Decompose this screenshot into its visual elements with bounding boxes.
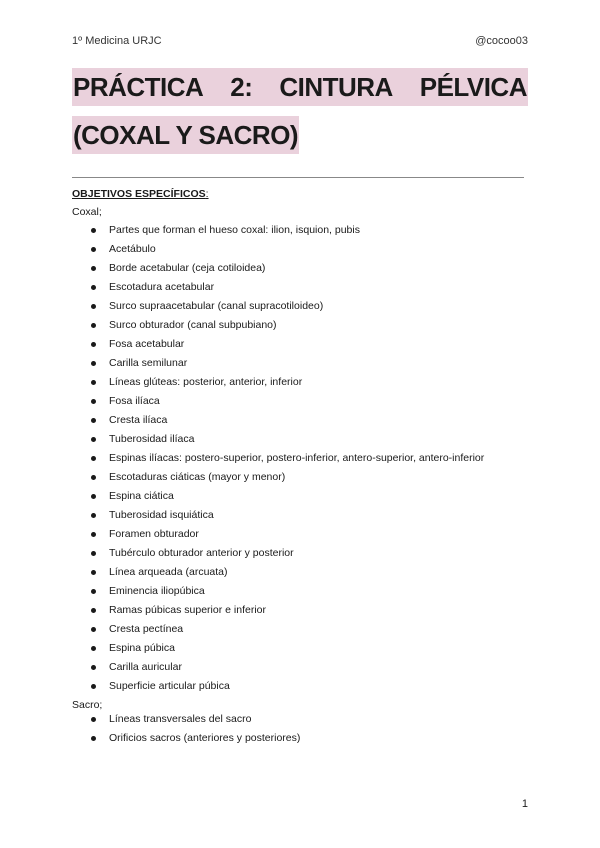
list-item <box>88 468 484 487</box>
sacro-label: Sacro; <box>72 699 103 711</box>
list-item <box>88 221 484 240</box>
header-author: @cocoo03 <box>475 35 528 47</box>
list-item <box>88 620 484 639</box>
bullet-icon <box>91 570 96 575</box>
list-item <box>88 525 484 544</box>
bullet-icon <box>91 285 96 290</box>
section-heading-colon: : <box>205 188 209 200</box>
bullet-icon <box>91 684 96 689</box>
section-heading-text: OBJETIVOS ESPECÍFICOS <box>72 188 206 200</box>
list-item-text: Carilla auricular <box>109 661 182 673</box>
list-item <box>88 658 484 677</box>
bullet-icon <box>91 247 96 252</box>
title-word: 2: <box>230 72 253 102</box>
bullet-icon <box>91 627 96 632</box>
list-item <box>88 259 484 278</box>
list-item-text: Espina púbica <box>109 642 175 654</box>
list-item-text: Surco supraacetabular (canal supracotiloideo) <box>109 300 324 312</box>
list-item-text: Carilla semilunar <box>109 357 188 369</box>
list-item <box>88 373 484 392</box>
title-word: CINTURA <box>279 72 393 102</box>
bullet-icon <box>91 551 96 556</box>
bullet-icon <box>91 342 96 347</box>
list-item-text: Borde acetabular (ceja cotiloidea) <box>109 262 266 274</box>
list-item <box>88 278 484 297</box>
list-item <box>88 297 484 316</box>
list-item <box>88 487 484 506</box>
bullet-icon <box>91 323 96 328</box>
bullet-icon <box>91 399 96 404</box>
bullet-icon <box>91 665 96 670</box>
list-item <box>88 316 484 335</box>
list-item-text: Espinas ilíacas: postero-superior, postero-inferior, antero-superior, antero-inferior <box>109 452 485 464</box>
list-item-text: Tubérculo obturador anterior y posterior <box>109 547 294 559</box>
list-item-text: Acetábulo <box>109 243 156 255</box>
list-item-text: Tuberosidad isquiática <box>109 509 214 521</box>
list-item <box>88 430 484 449</box>
page-number: 1 <box>521 798 528 810</box>
title-line-2: (COXAL Y SACRO) <box>72 116 299 154</box>
bullet-icon <box>91 717 96 722</box>
list-item <box>88 677 484 696</box>
page-title <box>72 68 528 157</box>
list-item <box>88 639 484 658</box>
bullet-icon <box>91 494 96 499</box>
bullet-icon <box>91 266 96 271</box>
list-item-text: Líneas glúteas: posterior, anterior, inferior <box>109 376 303 388</box>
list-item <box>88 710 300 729</box>
list-item-text: Espina ciática <box>109 490 174 502</box>
list-item-text: Línea arqueada (arcuata) <box>109 566 228 578</box>
list-item <box>88 729 300 748</box>
list-item-text: Ramas púbicas superior e inferior <box>109 604 266 616</box>
list-item <box>88 240 484 259</box>
title-word: PÉLVICA <box>419 72 527 102</box>
bullet-icon <box>91 380 96 385</box>
list-item <box>88 411 484 430</box>
list-item <box>88 392 484 411</box>
list-item-text: Cresta ilíaca <box>109 414 168 426</box>
list-item-text: Superficie articular púbica <box>109 680 230 692</box>
list-item <box>88 506 484 525</box>
list-item <box>88 335 484 354</box>
bullet-icon <box>91 456 96 461</box>
coxal-list <box>88 221 484 696</box>
bullet-icon <box>91 418 96 423</box>
list-item <box>88 449 484 468</box>
list-item-text: Surco obturador (canal subpubiano) <box>109 319 277 331</box>
bullet-icon <box>91 608 96 613</box>
list-item <box>88 354 484 373</box>
bullet-icon <box>91 437 96 442</box>
list-item-text: Líneas transversales del sacro <box>109 713 252 725</box>
bullet-icon <box>91 646 96 651</box>
list-item-text: Foramen obturador <box>109 528 199 540</box>
bullet-icon <box>91 736 96 741</box>
list-item-text: Eminencia iliopúbica <box>109 585 205 597</box>
title-word: PRÁCTICA <box>73 72 204 102</box>
bullet-icon <box>91 513 96 518</box>
bullet-icon <box>91 475 96 480</box>
list-item-text: Fosa ilíaca <box>109 395 160 407</box>
bullet-icon <box>91 228 96 233</box>
bullet-icon <box>91 589 96 594</box>
sacro-list <box>88 710 300 748</box>
list-item-text: Cresta pectínea <box>109 623 184 635</box>
horizontal-divider <box>72 177 524 178</box>
list-item <box>88 563 484 582</box>
section-heading <box>72 188 209 200</box>
list-item-text: Fosa acetabular <box>109 338 185 350</box>
list-item <box>88 601 484 620</box>
title-line-1 <box>72 68 528 106</box>
header-course: 1º Medicina URJC <box>72 35 162 47</box>
list-item-text: Escotadura acetabular <box>109 281 215 293</box>
list-item-text: Orificios sacros (anteriores y posteriores) <box>109 732 301 744</box>
list-item <box>88 544 484 563</box>
list-item-text: Partes que forman el hueso coxal: ilion, isquion, pubis <box>109 224 360 236</box>
bullet-icon <box>91 361 96 366</box>
list-item-text: Tuberosidad ilíaca <box>109 433 195 445</box>
list-item-text: Escotaduras ciáticas (mayor y menor) <box>109 471 286 483</box>
list-item <box>88 582 484 601</box>
bullet-icon <box>91 304 96 309</box>
coxal-label: Coxal; <box>72 206 102 218</box>
bullet-icon <box>91 532 96 537</box>
